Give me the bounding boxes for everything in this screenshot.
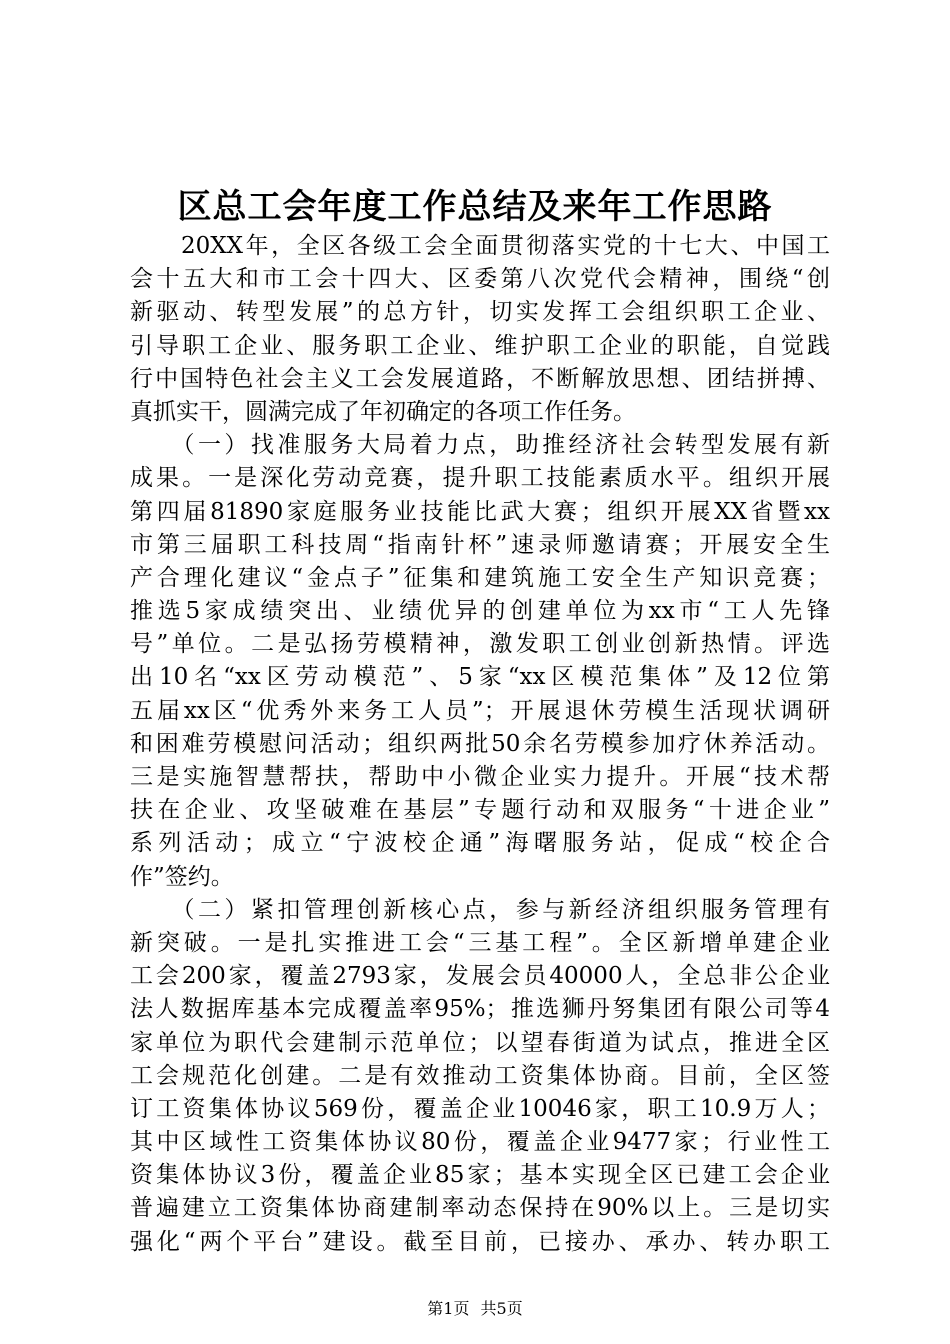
text-line: 推选5家成绩突出、业绩优异的创建单位为xx市“工人先锋 (130, 598, 830, 625)
text-line: 产合理化建议“金点子”征集和建筑施工安全生产知识竞赛； (130, 564, 830, 591)
text-line: 和困难劳模慰问活动；组织两批50余名劳模参加疗休养活动。 (130, 730, 830, 757)
text-line: 工会规范化创建。二是有效推动工资集体协商。目前，全区签 (130, 1062, 830, 1089)
text-line: 法人数据库基本完成覆盖率95%；推选狮丹努集团有限公司等4 (130, 996, 830, 1023)
text-line: 订工资集体协议569份，覆盖企业10046家，职工10.9万人； (130, 1095, 830, 1122)
text-line: 三是实施智慧帮扶，帮助中小微企业实力提升。开展“技术帮 (130, 764, 830, 790)
text-line: 出10名“xx区劳动模范”、5家“xx区模范集体”及12位第 (130, 664, 830, 691)
text-line: 市第三届职工科技周“指南针杯”速录师邀请赛；开展安全生 (130, 531, 830, 558)
text-line: （二）紧扣管理创新核心点，参与新经济组织服务管理有 (130, 896, 830, 923)
text-line: 真抓实干，圆满完成了年初确定的各项工作任务。 (130, 398, 636, 425)
page-number: 第1页 (427, 1299, 470, 1318)
text-line: 第四届81890家庭服务业技能比武大赛；组织开展XX省暨xx (130, 498, 830, 525)
text-line: 成果。一是深化劳动竞赛，提升职工技能素质水平。组织开展 (130, 465, 830, 492)
text-line: 会十五大和市工会十四大、区委第八次党代会精神，围绕“创 (130, 266, 830, 293)
text-line: 行中国特色社会主义工会发展道路，不断解放思想、团结拼搏、 (130, 365, 830, 392)
text-line: 新突破。一是扎实推进工会“三基工程”。全区新增单建企业 (130, 929, 830, 956)
text-line: 强化“两个平台”建设。截至目前，已接办、承办、转办职工 (130, 1228, 830, 1255)
text-line: 普遍建立工资集体协商建制率动态保持在90%以上。三是切实 (130, 1195, 830, 1222)
text-line: 扶在企业、攻坚破难在基层”专题行动和双服务“十进企业” (130, 797, 830, 824)
text-line: 引导职工企业、服务职工企业、维护职工企业的职能，自觉践 (130, 332, 830, 359)
text-line: 新驱动、转型发展”的总方针，切实发挥工会组织职工企业、 (130, 299, 830, 326)
text-line: 作”签约。 (130, 863, 234, 890)
text-line: 五届xx区“优秀外来务工人员”；开展退休劳模生活现状调研 (130, 697, 830, 724)
text-line: 家单位为职代会建制示范单位；以望春街道为试点，推进全区 (130, 1029, 830, 1056)
text-line: 资集体协议3份，覆盖企业85家；基本实现全区已建工会企业 (130, 1162, 830, 1189)
page-footer (0, 1296, 950, 1319)
text-line: 系列活动；成立“宁波校企通”海曙服务站，促成“校企合 (130, 830, 830, 857)
text-line: 工会200家，覆盖2793家，发展会员40000人，全总非公企业 (130, 963, 830, 990)
text-line: 号”单位。二是弘扬劳模精神，激发职工创业创新热情。评选 (130, 631, 830, 658)
text-line: （一）找准服务大局着力点，助推经济社会转型发展有新 (130, 432, 830, 459)
text-line: 20XX年，全区各级工会全面贯彻落实党的十七大、中国工 (130, 233, 830, 259)
document-title: 区总工会年度工作总结及来年工作思路 (177, 187, 773, 227)
text-line: 其中区域性工资集体协议80份，覆盖企业9477家；行业性工 (130, 1129, 830, 1156)
document-body (130, 230, 830, 1259)
page-total: 共5页 (480, 1299, 523, 1318)
